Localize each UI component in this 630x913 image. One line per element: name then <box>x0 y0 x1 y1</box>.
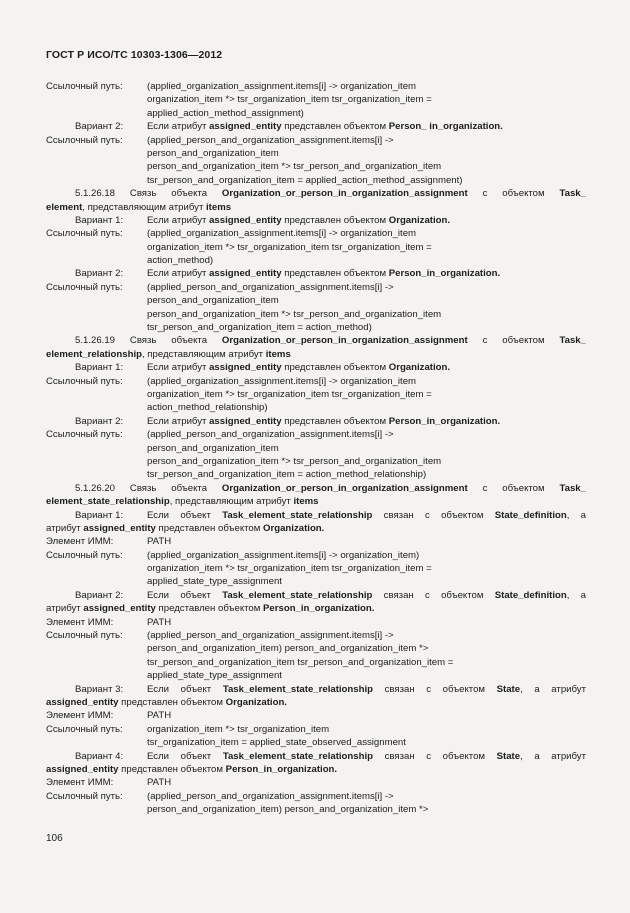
document-body <box>46 80 586 816</box>
field-value: PATH <box>147 536 172 548</box>
field-label: Вариант 2: <box>75 589 124 601</box>
field-value: organization_item *> tsr_organization_item tsr_organization_item = <box>147 241 432 253</box>
field-label: Элемент ИММ: <box>46 710 114 722</box>
field-label: Ссылочный путь: <box>46 429 123 441</box>
text-run: Если атрибут <box>147 415 210 427</box>
text-line <box>46 348 586 361</box>
path-continuation <box>46 642 586 655</box>
text-run: представлен объектом <box>281 362 389 374</box>
text-run: Если объект <box>147 509 223 521</box>
text-run: , а <box>566 589 587 601</box>
path-continuation <box>46 160 586 173</box>
section-heading <box>46 334 586 347</box>
field-value <box>147 509 586 522</box>
path-continuation <box>46 321 586 334</box>
field-value: organization_item *> tsr_organization_item <box>147 723 330 735</box>
field-line <box>46 616 586 629</box>
text-line <box>46 495 586 508</box>
path-continuation <box>46 107 586 120</box>
field-value: applied_state_type_assignment <box>147 576 282 588</box>
field-value: (applied_organization_assignment.items[i] -> organization_item <box>147 375 417 387</box>
text-run: атрибут <box>46 522 84 534</box>
bold-term: State_definition <box>494 589 567 601</box>
bold-term: element <box>46 201 83 213</box>
bold-term: Organization_or_person_in_organization_assignment <box>221 482 468 494</box>
field-line <box>46 428 586 441</box>
field-value: applied_action_method_assignment) <box>147 107 304 119</box>
field-line <box>46 375 586 388</box>
field-value: (applied_person_and_organization_assignment.items[i] -> <box>147 429 394 441</box>
field-value: tsr_person_and_organization_item tsr_person_and_organization_item = <box>147 656 454 668</box>
field-value: person_and_organization_item *> tsr_person_and_organization_item <box>147 161 442 173</box>
field-label: Элемент ИММ: <box>46 777 114 789</box>
variant-line <box>46 750 586 763</box>
path-continuation <box>46 401 586 414</box>
text-run: с объектом <box>467 335 560 347</box>
field-value: applied_state_type_assignment <box>147 670 282 682</box>
text-run: представлен объектом <box>281 415 389 427</box>
variant-line <box>46 267 586 280</box>
field-value <box>147 415 500 428</box>
bold-term: Person_in_organization. <box>225 763 338 775</box>
document-header: ГОСТ Р ИСО/ТС 10303-1306—2012 <box>46 49 223 61</box>
field-value <box>147 120 503 133</box>
field-value: tsr_person_and_organization_item = applied_action_method_assignment) <box>147 174 463 186</box>
bold-term: Task_element_state_relationship <box>222 683 374 695</box>
path-continuation <box>46 93 586 106</box>
text-run: Если атрибут <box>147 362 210 374</box>
bold-term: Organization. <box>263 522 325 534</box>
path-continuation <box>46 803 586 816</box>
field-value: action_method) <box>147 255 214 267</box>
field-label: Вариант 1: <box>75 509 124 521</box>
field-line <box>46 709 586 722</box>
bold-term: items <box>293 496 319 508</box>
field-value: organization_item *> tsr_organization_item tsr_organization_item = <box>147 94 432 106</box>
field-label: Вариант 3: <box>75 683 124 695</box>
text-run: Если атрибут <box>147 121 210 133</box>
bold-term: assigned_entity <box>209 362 282 374</box>
variant-line <box>46 415 586 428</box>
bold-term: State <box>496 750 521 762</box>
bold-term: assigned_entity <box>83 522 156 534</box>
variant-line <box>46 509 586 522</box>
bold-term: items <box>206 201 232 213</box>
text-run: связан с объектом <box>373 750 497 762</box>
field-value: tsr_person_and_organization_item = action_method) <box>147 322 372 334</box>
bold-term: Organization. <box>225 696 287 708</box>
field-label: Ссылочный путь: <box>46 723 123 735</box>
field-value: organization_item *> tsr_organization_item tsr_organization_item = <box>147 563 432 575</box>
path-continuation <box>46 562 586 575</box>
field-line <box>46 790 586 803</box>
field-value <box>147 267 500 280</box>
text-line <box>46 201 586 214</box>
field-value: action_method_relationship) <box>147 402 268 414</box>
text-run: связан с объектом <box>373 683 497 695</box>
text-run: представлен объектом <box>118 763 226 775</box>
text-run: атрибут <box>46 603 84 615</box>
field-value: tsr_person_and_organization_item = action_method_relationship) <box>147 469 427 481</box>
field-label: Ссылочный путь: <box>46 281 123 293</box>
path-continuation <box>46 174 586 187</box>
field-value: PATH <box>147 616 172 628</box>
text-line <box>46 763 586 776</box>
bold-term: Task_element_state_relationship <box>222 750 374 762</box>
bold-term: Person_ in_organization. <box>388 121 503 133</box>
bold-term: Person_in_organization. <box>388 415 501 427</box>
bold-term: Task_ <box>559 482 586 494</box>
text-run: представлен объектом <box>118 696 226 708</box>
field-value: (applied_person_and_organization_assignment.items[i] -> <box>147 790 394 802</box>
field-value: person_and_organization_item) person_and_organization_item *> <box>147 643 429 655</box>
text-run: , представляющим атрибут <box>141 348 266 360</box>
path-continuation <box>46 468 586 481</box>
field-label: Ссылочный путь: <box>46 375 123 387</box>
field-value: (applied_person_and_organization_assignment.items[i] -> <box>147 630 394 642</box>
field-value <box>147 214 450 227</box>
bold-term: Person_in_organization. <box>388 268 501 280</box>
field-label: Ссылочный путь: <box>46 134 123 146</box>
bold-term: element_state_relationship <box>46 496 170 508</box>
field-label: Вариант 4: <box>75 750 124 762</box>
field-value: person_and_organization_item) person_and_organization_item *> <box>147 804 429 816</box>
field-line <box>46 776 586 789</box>
text-run: , а атрибут <box>520 683 586 695</box>
path-continuation <box>46 455 586 468</box>
field-value: person_and_organization_item *> tsr_person_and_organization_item <box>147 455 442 467</box>
text-run: Если объект <box>147 589 223 601</box>
field-value: tsr_organization_item = applied_state_observed_assignment <box>147 737 406 749</box>
bold-term: Organization_or_person_in_organization_assignment <box>221 335 468 347</box>
path-continuation <box>46 442 586 455</box>
field-value: person_and_organization_item <box>147 295 279 307</box>
bold-term: Task_element_state_relationship <box>222 509 373 521</box>
bold-term: element_relationship <box>46 348 142 360</box>
field-line <box>46 281 586 294</box>
text-run: 5.1.26.20 Связь объекта <box>75 482 222 494</box>
field-label: Ссылочный путь: <box>46 790 123 802</box>
text-run: , а атрибут <box>520 750 586 762</box>
path-continuation <box>46 388 586 401</box>
text-run: Если объект <box>147 683 223 695</box>
field-line <box>46 723 586 736</box>
text-run: с объектом <box>467 188 560 200</box>
bold-term: assigned_entity <box>46 696 119 708</box>
text-run: связан с объектом <box>372 509 495 521</box>
field-label: Вариант 2: <box>75 268 124 280</box>
field-value: (applied_organization_assignment.items[i] -> organization_item <box>147 81 417 92</box>
bold-term: Organization. <box>388 214 451 226</box>
field-line <box>46 629 586 642</box>
bold-term: assigned_entity <box>209 214 282 226</box>
field-value: person_and_organization_item *> tsr_person_and_organization_item <box>147 308 442 320</box>
path-continuation <box>46 254 586 267</box>
field-value: person_and_organization_item <box>147 147 279 159</box>
field-label: Ссылочный путь: <box>46 81 123 92</box>
field-value <box>147 750 586 763</box>
field-label: Элемент ИММ: <box>46 616 114 628</box>
bold-term: assigned_entity <box>209 415 282 427</box>
text-run: , представляющим атрибут <box>169 496 294 508</box>
field-label: Вариант 1: <box>75 362 124 374</box>
field-value: person_and_organization_item <box>147 442 279 454</box>
text-run: , представляющим атрибут <box>82 201 207 213</box>
text-run: Если атрибут <box>147 268 210 280</box>
bold-term: Organization. <box>388 362 451 374</box>
text-run: представлен объектом <box>281 121 389 133</box>
field-value: PATH <box>147 777 172 789</box>
variant-line <box>46 214 586 227</box>
field-label: Вариант 1: <box>75 214 124 226</box>
bold-term: Task_ <box>559 335 586 347</box>
text-run: представлен объектом <box>281 214 389 226</box>
variant-line <box>46 683 586 696</box>
text-line <box>46 522 586 535</box>
field-value: (applied_person_and_organization_assignment.items[i] -> <box>147 281 394 293</box>
bold-term: assigned_entity <box>46 763 119 775</box>
path-continuation <box>46 575 586 588</box>
variant-line <box>46 589 586 602</box>
path-continuation <box>46 308 586 321</box>
field-label: Ссылочный путь: <box>46 228 123 240</box>
bold-term: Organization_or_person_in_organization_assignment <box>221 188 468 200</box>
bold-term: State <box>496 683 521 695</box>
path-continuation <box>46 736 586 749</box>
variant-line <box>46 361 586 374</box>
field-label: Элемент ИММ: <box>46 536 114 548</box>
text-run: связан с объектом <box>372 589 495 601</box>
field-label: Ссылочный путь: <box>46 630 123 642</box>
text-run: представлен объектом <box>281 268 389 280</box>
field-label: Ссылочный путь: <box>46 549 123 561</box>
path-continuation <box>46 147 586 160</box>
bold-term: Task_ <box>559 188 586 200</box>
path-continuation <box>46 656 586 669</box>
field-value: (applied_organization_assignment.items[i] -> organization_item) <box>147 549 420 561</box>
text-line <box>46 602 586 615</box>
field-value <box>147 589 586 602</box>
text-run: , а <box>566 509 587 521</box>
text-run: Если атрибут <box>147 214 210 226</box>
field-line <box>46 80 586 93</box>
bold-term: assigned_entity <box>209 121 282 133</box>
bold-term: Task_element_state_relationship <box>222 589 373 601</box>
field-value: (applied_organization_assignment.items[i] -> organization_item <box>147 228 417 240</box>
field-label: Вариант 2: <box>75 415 124 427</box>
bold-term: items <box>265 348 291 360</box>
text-run: Если объект <box>147 750 223 762</box>
bold-term: State_definition <box>494 509 567 521</box>
text-run: 5.1.26.18 Связь объекта <box>75 188 222 200</box>
page-number: 106 <box>46 833 63 844</box>
path-continuation <box>46 294 586 307</box>
path-continuation <box>46 241 586 254</box>
field-value: (applied_person_and_organization_assignment.items[i] -> <box>147 134 394 146</box>
field-value: PATH <box>147 710 172 722</box>
field-value: organization_item *> tsr_organization_item tsr_organization_item = <box>147 388 432 400</box>
text-run: представлен объектом <box>155 522 264 534</box>
field-value <box>147 361 450 374</box>
section-heading <box>46 482 586 495</box>
field-label: Вариант 2: <box>75 121 124 133</box>
text-run: 5.1.26.19 Связь объекта <box>75 335 222 347</box>
field-value <box>147 683 586 696</box>
field-line <box>46 134 586 147</box>
bold-term: assigned_entity <box>83 603 156 615</box>
text-run: с объектом <box>467 482 560 494</box>
text-line <box>46 696 586 709</box>
field-line <box>46 535 586 548</box>
bold-term: Person_in_organization. <box>263 603 375 615</box>
text-run: представлен объектом <box>155 603 264 615</box>
path-continuation <box>46 669 586 682</box>
field-line <box>46 549 586 562</box>
bold-term: assigned_entity <box>209 268 282 280</box>
field-line <box>46 227 586 240</box>
section-heading <box>46 187 586 200</box>
variant-line <box>46 120 586 133</box>
